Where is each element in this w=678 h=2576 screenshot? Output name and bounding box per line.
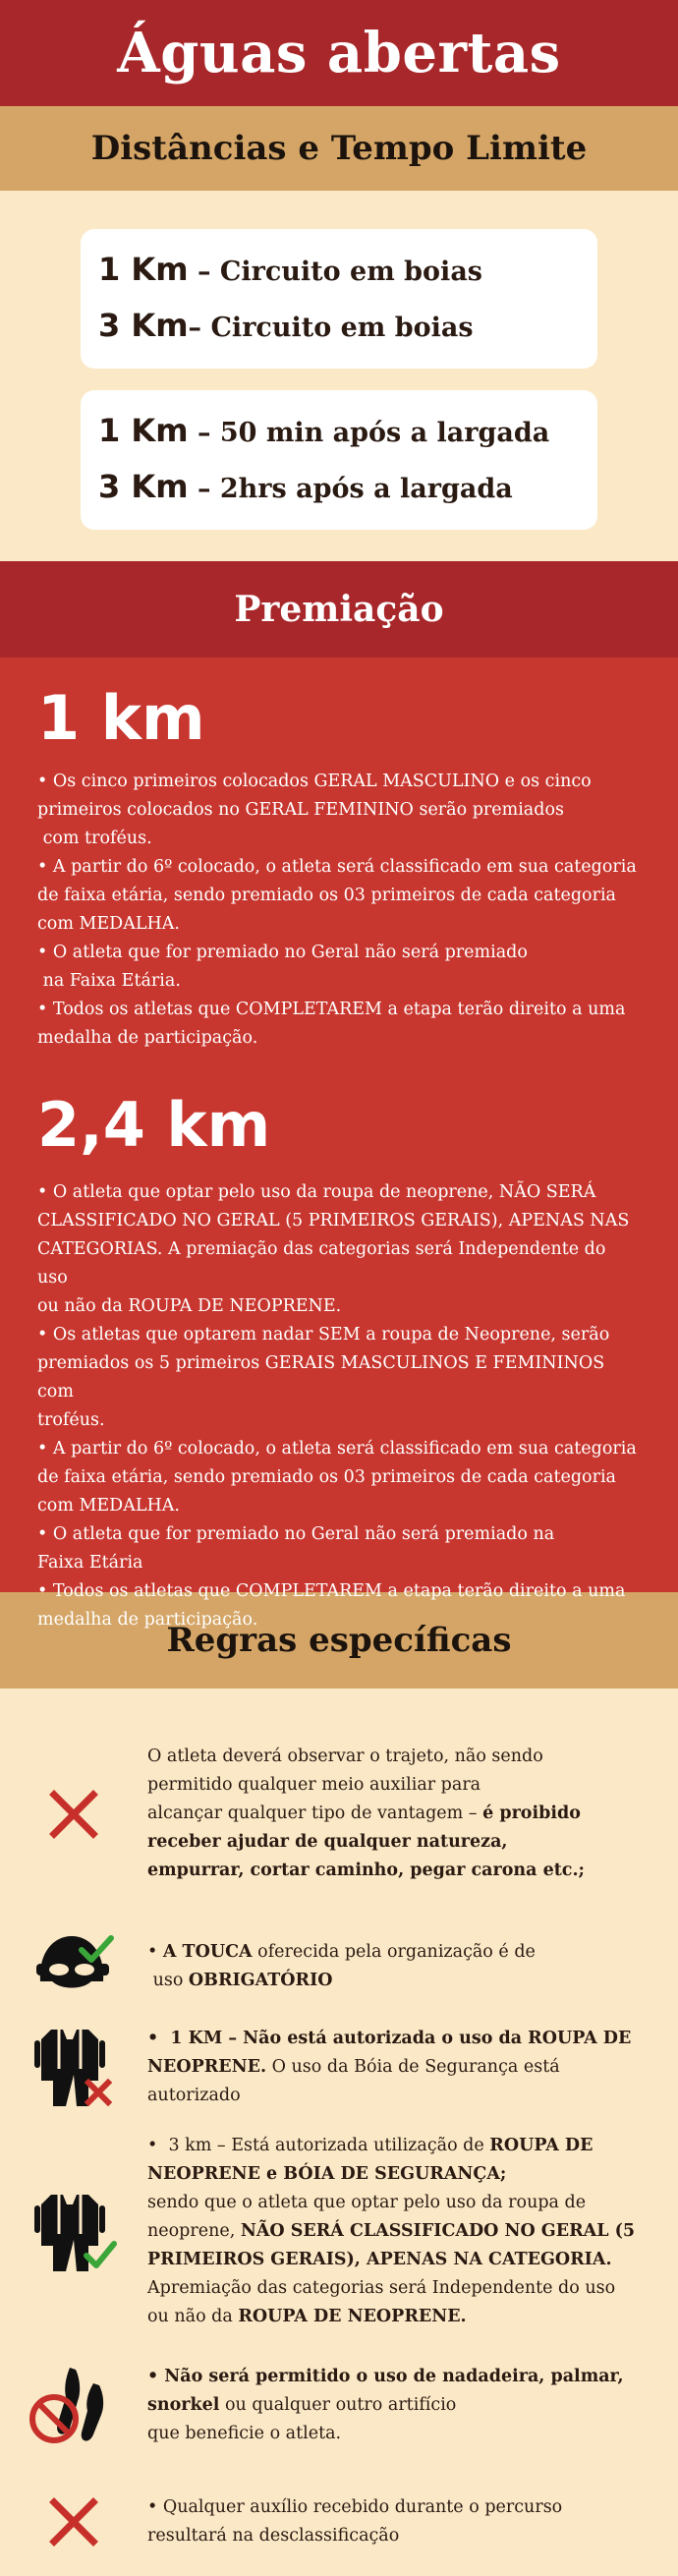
regra-neoprene-1km: • 1 KM – Não está autorizada o uso da ROUPA DE NEOPRENE. O uso da Bóia de Segurança está autorizado: [0, 2013, 678, 2121]
page-header: [0, 0, 678, 106]
distancias-header: [0, 106, 678, 191]
premiacao-heading: Premiação: [234, 589, 444, 630]
premiacao-1km-text: • Os cinco primeiros colocados GERAL MASCULINO e os cinco primeiros colocados no GERAL FEMININO serão premiados com troféus. • A partir do 6º colocado, o atleta será classificado em sua categoria de faixa etária, sendo premiado os 03 primeiros de cada categoria com MEDALHA. • O atleta que for premiado no Geral não será premiado na Faixa Etária. • Todos os atletas que COMPLETAREM a etapa terão direito a uma medalha de participação.: [37, 772, 637, 1048]
premiacao-1km-title: 1 km: [37, 682, 205, 754]
no-fins-icon: [0, 2364, 147, 2446]
regra-trajeto: O atleta deverá observar o trajeto, não sendo permitido qualquer meio auxiliar para alcançar qualquer tipo de vantagem – é proibido receber ajudar de qualquer natureza, empurrar, cortar caminho, pegar carona etc.;: [0, 1708, 678, 1919]
percursos-card: [81, 229, 597, 369]
tempo-limite-card: [81, 390, 597, 530]
premiacao-section: [0, 658, 678, 1630]
premiacao-24km-text: • O atleta que optar pelo uso da roupa de neoprene, NÃO SERÁ CLASSIFICADO NO GERAL (5 PRIMEIROS GERAIS), APENAS NAS CATEGORIAS. A premiação das categorias será Independente do uso ou não da ROUPA DE NEOPRENE. • Os atletas que optarem nadar SEM a roupa de Neoprene, serão premiados os 5 primeiros GERAIS MASCULINOS E FEMININOS com troféus. • A partir do 6º colocado, o atleta será classificado em sua categoria de faixa etária, sendo premiado os 03 primeiros de cada categoria com MEDALHA. • O atleta que for premiado no Geral não será premiado na Faixa Etária • Todos os atletas que COMPLETAREM a etapa terão direito a uma medalha de participação.: [37, 1182, 637, 1630]
tempo-1km: 1 Km – 50 min após a largada: [98, 412, 550, 449]
page-title: Águas abertas: [117, 21, 561, 86]
regra-desclassificacao: • Qualquer auxílio recebido durante o percurso resultará na desclassificação: [0, 2468, 678, 2576]
x-mark-icon: [0, 1789, 147, 1840]
percurso-1km: 1 Km – Circuito em boias: [98, 251, 483, 288]
wetsuit-icon: [0, 2191, 147, 2273]
x-mark-icon: [0, 2496, 147, 2547]
regra-neoprene-3km: • 3 km – Está autorizada utilização de ROUPA DE NEOPRENE e BÓIA DE SEGURANÇA; sendo que o atleta que optar pelo uso da roupa de neoprene, NÃO SERÁ CLASSIFICADO NO GERAL (5 PRIMEIROS GERAIS), APENAS NA CATEGORIA. Apremiação das categorias será Independente do uso ou não da ROUPA DE NEOPRENE.: [0, 2121, 678, 2342]
tempo-3km: 3 Km – 2hrs após a largada: [98, 468, 513, 505]
percurso-3km: 3 Km– Circuito em boias: [98, 307, 474, 344]
regra-touca: • A TOUCA oferecida pela organização é de uso OBRIGATÓRIO: [0, 1919, 678, 2013]
regra-nadadeira: • Não será permitido o uso de nadadeira, palmar, snorkel ou qualquer outro artifício que beneficie o atleta.: [0, 2342, 678, 2468]
distancias-section: [0, 191, 678, 561]
premiacao-header: [0, 561, 678, 658]
regras-heading: Regras específicas: [166, 1621, 512, 1660]
premiacao-24km-title: 2,4 km: [37, 1089, 271, 1161]
regras-section: [0, 1689, 678, 2576]
swim-cap-goggles-icon: [0, 1930, 147, 2003]
wetsuit-icon: [0, 2026, 147, 2108]
distancias-heading: Distâncias e Tempo Limite: [90, 129, 588, 168]
